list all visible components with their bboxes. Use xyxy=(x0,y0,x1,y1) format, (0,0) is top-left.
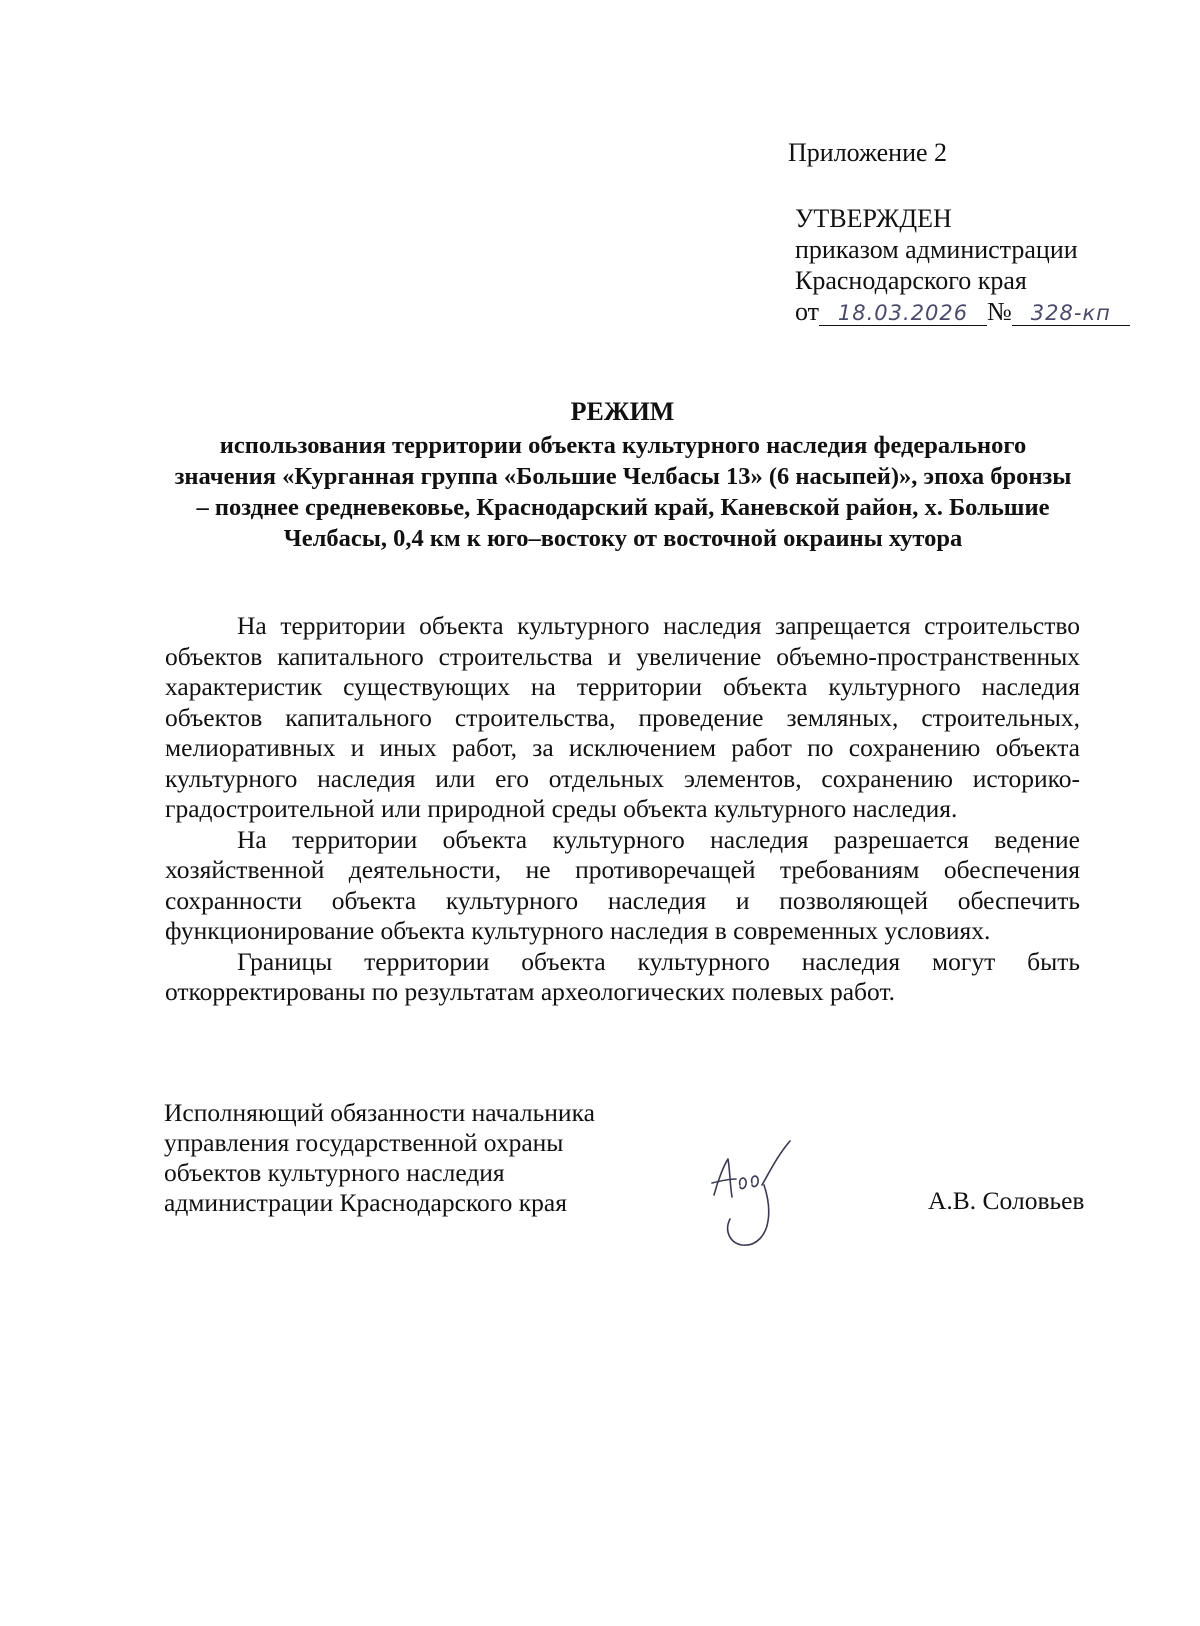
order-date-number-line xyxy=(795,296,1130,327)
document-title: РЕЖИМ xyxy=(570,397,675,426)
approved-heading: УТВЕРЖДЕН xyxy=(795,204,952,233)
handwritten-date: 18.03.2026 xyxy=(819,301,987,326)
date-prefix: от xyxy=(795,297,820,326)
number-prefix: № xyxy=(987,297,1012,326)
signer-name: А.В. Соловьев xyxy=(928,1186,1085,1215)
document-subtitle: использования территории объекта культурного наследия федерального значения «Курганная группа «Большие Челбасы 13» (6 насыпей)», эпоха бронзы – позднее средневековье, Краснодарский край, Каневской район, х. Большие Челбасы, 0,4 км к юго–востоку от восточной окраины хутора xyxy=(174,432,1072,552)
position-line-2: управления государственной охраны xyxy=(164,1128,564,1157)
paragraph-permission: На территории объекта культурного наследия разрешается ведение хозяйственной деятельности, не противоречащей требованиям обеспечения сохранности объекта культурного наследия и позволяющей обеспечить функционирование объекта культурного наследия в современных условиях. xyxy=(165,824,1080,945)
paragraph-boundaries: Границы территории объекта культурного наследия могут быть откорректированы по результатам археологических полевых работ. xyxy=(165,946,1080,1006)
paragraph-prohibition: На территории объекта культурного наследия запрещается строительство объектов капитального строительства и увеличение объемно-пространственных характеристик существующих на территории объекта культурного наследия объектов капитального строительства, проведение земляных, строительных, мелиоративных и иных работ, за исключением работ по сохранению объекта культурного наследия или его отдельных элементов, сохранению историко-градостроительной или природной среды объекта культурного наследия. xyxy=(165,611,1080,823)
approved-by-line-2: Краснодарского края xyxy=(795,266,1027,295)
annex-label: Приложение 2 xyxy=(788,138,948,167)
approved-by-line-1: приказом администрации xyxy=(795,235,1078,264)
handwritten-signature xyxy=(700,1135,810,1255)
handwritten-number: 328-кп xyxy=(1012,301,1130,326)
position-line-1: Исполняющий обязанности начальника xyxy=(164,1098,595,1127)
document-body xyxy=(165,611,1080,1008)
approval-block xyxy=(795,203,1130,327)
signatory-position xyxy=(164,1098,595,1218)
position-line-3: объектов культурного наследия xyxy=(164,1158,505,1187)
position-line-4: администрации Краснодарского края xyxy=(164,1188,567,1217)
